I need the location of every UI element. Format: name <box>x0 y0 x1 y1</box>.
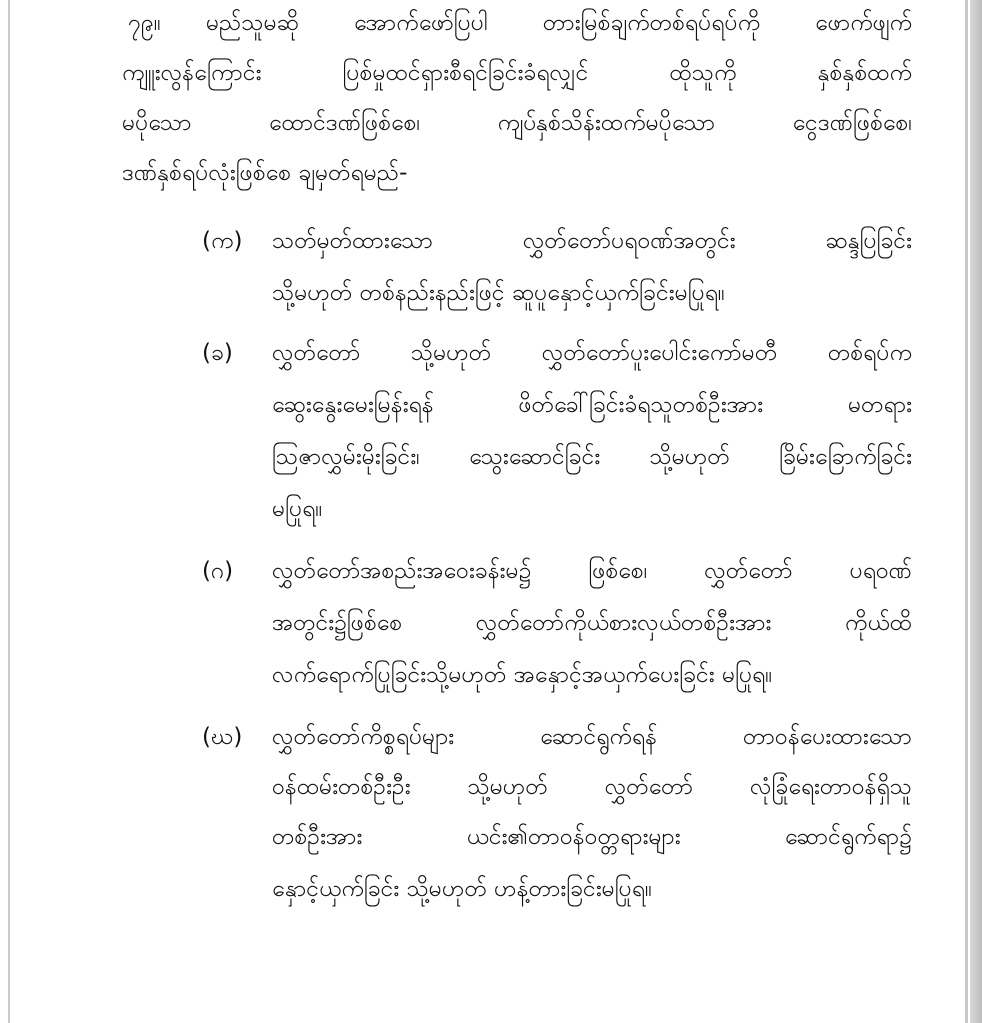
section-line-3: မပိုသော ထောင်ဒဏ်ဖြစ်စေ၊ ကျပ်နှစ်သိန်းထက်မပိုသော ငွေဒဏ်ဖြစ်စေ၊ <box>122 110 912 136</box>
subsection-ga-line-3: လက်ရောက်ပြုခြင်းသို့မဟုတ် အနှောင့်အယှက်ပေးခြင်း မပြုရ။ <box>272 662 773 688</box>
subsection-gha-line-4: နှောင့်ယှက်ခြင်း သို့မဟုတ် ဟန့်တားခြင်းမပြုရ။ <box>272 876 652 902</box>
section-line-2: ကျူးလွန်ကြောင်း ပြစ်မှုထင်ရှားစီရင်ခြင်းခံရလျှင် ထိုသူကို နှစ်နှစ်ထက် <box>122 60 912 86</box>
subsection-kha-line-1: လွှတ်တော် သို့မဟုတ် လွှတ်တော်ပူးပေါင်းကော်မတီ တစ်ရပ်က <box>272 340 912 366</box>
subsection-kha-line-2: ဆွေးနွေးမေးမြန်းရန် ဖိတ်ခေါ်ခြင်းခံရသူတစ်ဦးအား မတရား <box>272 392 912 418</box>
page-edge-shadow <box>970 0 982 1023</box>
subsection-ka-line-1: သတ်မှတ်ထားသော လွှတ်တော်ပရဝဏ်အတွင်း ဆန္ဒပြခြင်း <box>272 228 912 254</box>
subsection-ga-line-1: လွှတ်တော်အစည်းအဝေးခန်းမ၌ ဖြစ်စေ၊ လွှတ်တော် ပရဝဏ် <box>272 558 912 584</box>
section-number: ၇၉။ <box>128 10 161 36</box>
subsection-marker-kha: (ခ) <box>202 340 233 366</box>
subsection-ga-line-2: အတွင်း၌ဖြစ်စေ လွှတ်တော်ကိုယ်စားလှယ်တစ်ဦးအား ကိုယ်ထိ <box>272 610 912 636</box>
section-line-1: မည်သူမဆို အောက်ဖော်ပြပါ တားမြစ်ချက်တစ်ရပ်ရပ်ကို ဖောက်ဖျက် <box>206 10 912 36</box>
section-line-4: ဒဏ်နှစ်ရပ်လုံးဖြစ်စေ ချမှတ်ရမည်- <box>122 160 408 186</box>
subsection-kha-line-4: မပြုရ။ <box>272 496 323 522</box>
subsection-marker-ga: (ဂ) <box>202 558 234 584</box>
subsection-marker-ka: (က) <box>202 228 243 254</box>
subsection-gha-line-1: လွှတ်တော်ကိစ္စရပ်များ ဆောင်ရွက်ရန် တာဝန်ပေးထားသော <box>272 724 912 750</box>
subsection-ka-line-2: သို့မဟုတ် တစ်နည်းနည်းဖြင့် ဆူပူနှောင့်ယှက်ခြင်းမပြုရ။ <box>272 280 725 306</box>
subsection-gha-line-3: တစ်ဦးအား ယင်း၏တာဝန်ဝတ္တရားများ ဆောင်ရွက်ရာ၌ <box>272 824 912 850</box>
subsection-marker-gha: (ဃ) <box>202 724 243 750</box>
subsection-kha-line-3: သြဇာလွှမ်းမိုးခြင်း၊ သွေးဆောင်ခြင်း သို့မဟုတ် ခြိမ်းခြောက်ခြင်း <box>272 444 912 470</box>
subsection-gha-line-2: ဝန်ထမ်းတစ်ဦးဦး သို့မဟုတ် လွှတ်တော် လုံခြုံရေးတာဝန်ရှိသူ <box>272 774 912 800</box>
